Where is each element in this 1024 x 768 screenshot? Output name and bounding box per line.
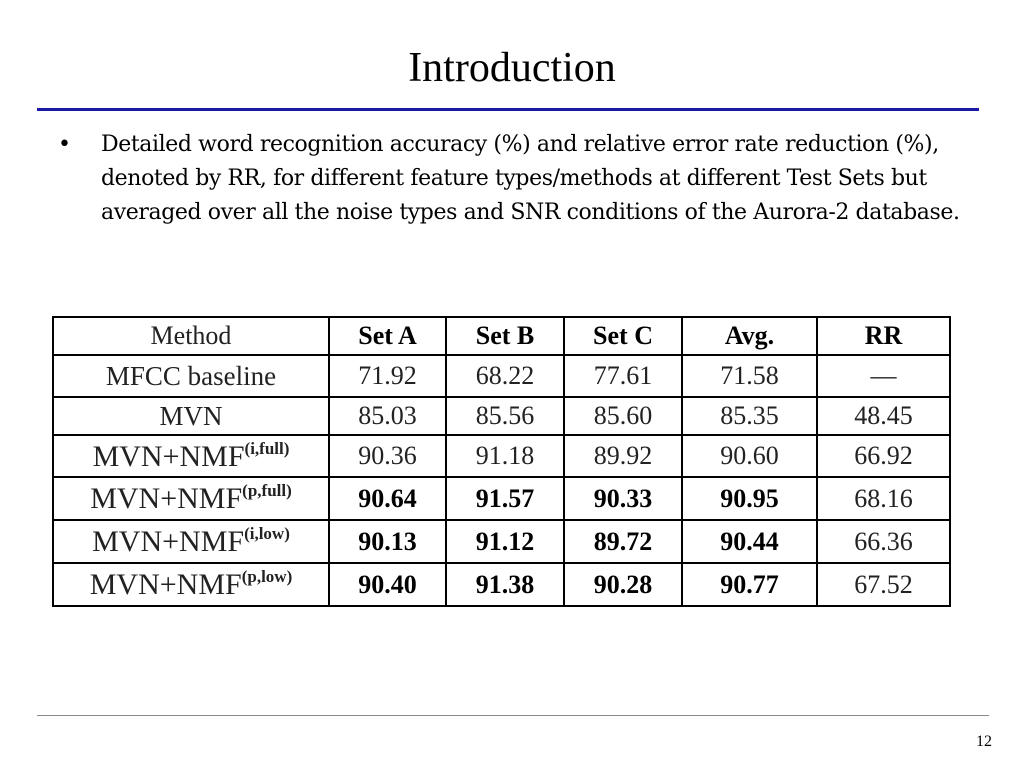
avg-cell: 85.35 bbox=[682, 397, 817, 435]
set-c-cell: 90.28 bbox=[564, 563, 682, 606]
rr-cell: 66.92 bbox=[817, 435, 950, 477]
page-number: 12 bbox=[976, 733, 992, 750]
method-cell: $MVN+NMF^{(i,low)}$ bbox=[53, 520, 329, 563]
slide-title: Introduction bbox=[408, 45, 616, 91]
avg-cell: 90.60 bbox=[682, 435, 817, 477]
set-b-cell: 91.18 bbox=[446, 435, 564, 477]
header-avg: Avg. bbox=[682, 317, 817, 355]
set-c-cell: 89.72 bbox=[564, 520, 682, 563]
set-b-cell: 85.56 bbox=[446, 397, 564, 435]
header-rr: RR bbox=[817, 317, 950, 355]
method-superscript: (i,full) bbox=[244, 438, 290, 458]
set-a-cell: 71.92 bbox=[329, 355, 446, 397]
table-row bbox=[53, 355, 950, 397]
table-header-row bbox=[53, 317, 950, 355]
set-b-cell: 91.57 bbox=[446, 477, 564, 520]
set-a-cell: 90.13 bbox=[329, 520, 446, 563]
title-divider bbox=[37, 108, 979, 111]
method-cell: $MVN+NMF^{(p,low)}$ bbox=[53, 563, 329, 606]
set-b-cell: 91.12 bbox=[446, 520, 564, 563]
footer-divider bbox=[37, 715, 989, 716]
set-a-cell: 90.36 bbox=[329, 435, 446, 477]
table-row bbox=[53, 435, 950, 477]
set-a-cell: 90.40 bbox=[329, 563, 446, 606]
method-superscript: (i,low) bbox=[244, 524, 290, 543]
avg-cell: 90.44 bbox=[682, 520, 817, 563]
bullet-text: Detailed word recognition accuracy (%) and relative error rate reduction (%), denoted by RR, for different feature types/methods at different Test Sets but averaged over all the noise types and SNR conditions of the Aurora-2 database. bbox=[101, 132, 960, 225]
method-cell: $MVN+NMF^{(p,full)}$ bbox=[53, 477, 329, 520]
avg-cell: 90.77 bbox=[682, 563, 817, 606]
table-row bbox=[53, 477, 950, 520]
header-set-c: Set C bbox=[564, 317, 682, 355]
set-a-cell: 85.03 bbox=[329, 397, 446, 435]
method-cell: $MVN+NMF^{(i,full)}$ bbox=[53, 435, 329, 477]
set-b-cell: 68.22 bbox=[446, 355, 564, 397]
set-a-cell: 90.64 bbox=[329, 477, 446, 520]
rr-cell: 67.52 bbox=[817, 563, 950, 606]
set-c-cell: 90.33 bbox=[564, 477, 682, 520]
header-set-b: Set B bbox=[446, 317, 564, 355]
method-cell: MVN bbox=[53, 397, 329, 435]
rr-cell: — bbox=[817, 355, 950, 397]
rr-cell: 68.16 bbox=[817, 477, 950, 520]
results-table bbox=[52, 316, 951, 607]
method-superscript: (p,low) bbox=[241, 567, 293, 586]
avg-cell: 71.58 bbox=[682, 355, 817, 397]
table-row bbox=[53, 397, 950, 435]
rr-cell: 66.36 bbox=[817, 520, 950, 563]
header-set-a: Set A bbox=[329, 317, 446, 355]
set-c-cell: 85.60 bbox=[564, 397, 682, 435]
method-superscript: (p,full) bbox=[242, 481, 292, 500]
avg-cell: 90.95 bbox=[682, 477, 817, 520]
header-method: Method bbox=[53, 317, 329, 355]
set-b-cell: 91.38 bbox=[446, 563, 564, 606]
set-c-cell: 89.92 bbox=[564, 435, 682, 477]
bullet-dot-icon: • bbox=[58, 132, 71, 157]
method-cell: MFCC baseline bbox=[53, 355, 329, 397]
table-row bbox=[53, 563, 950, 606]
set-c-cell: 77.61 bbox=[564, 355, 682, 397]
table-row bbox=[53, 520, 950, 563]
rr-cell: 48.45 bbox=[817, 397, 950, 435]
